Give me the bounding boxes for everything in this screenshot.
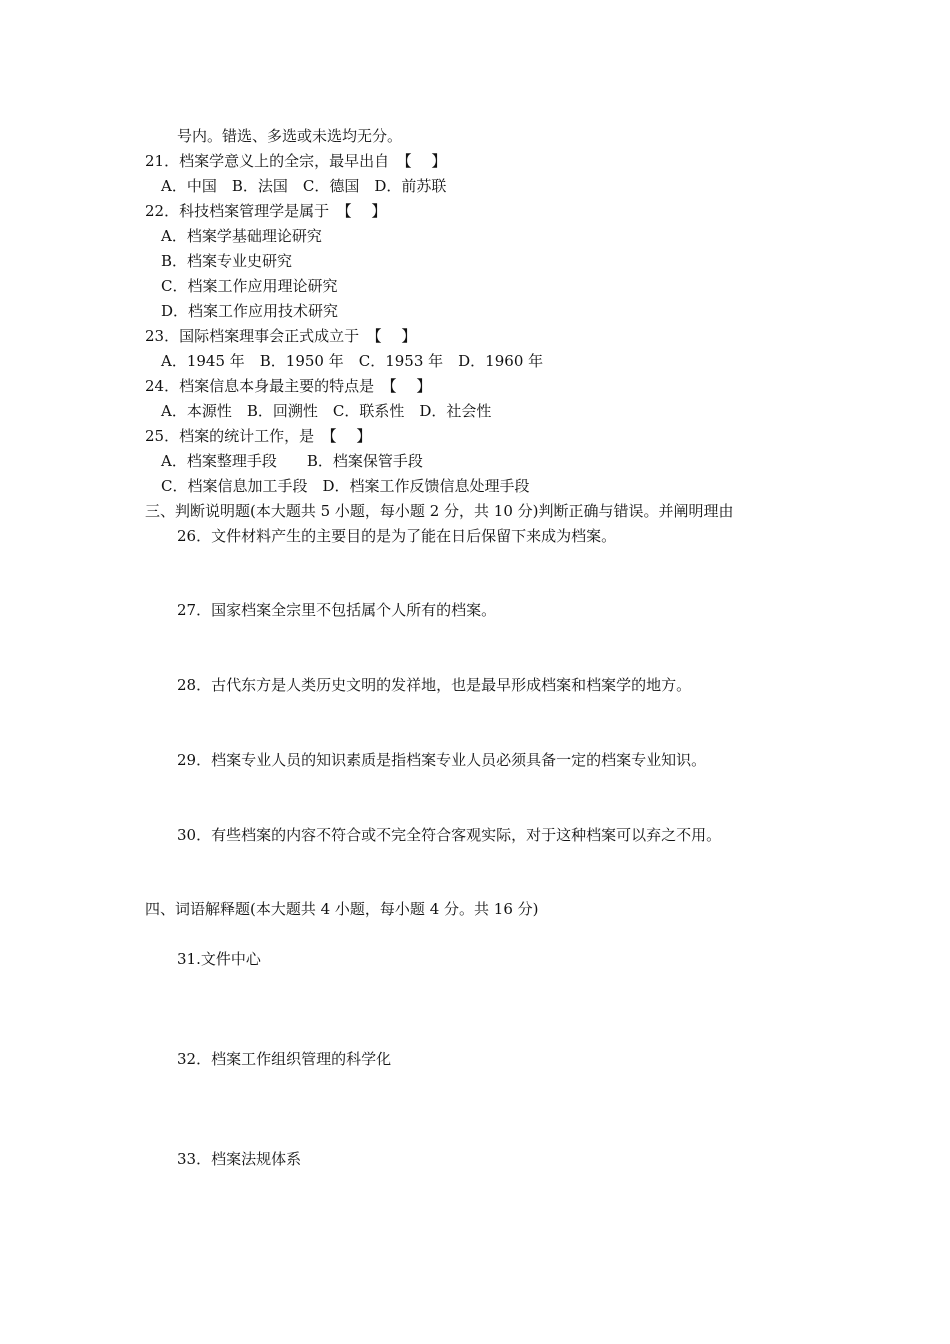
question-25-options-ab: A．档案整理手段 B．档案保管手段: [161, 452, 423, 470]
section-4-heading: 四、词语解释题(本大题共 4 小题，每小题 4 分。共 16 分): [145, 900, 539, 918]
question-32: 32．档案工作组织管理的科学化: [177, 1050, 392, 1068]
instruction-continuation: 号内。错选、多选或未选均无分。: [177, 127, 403, 145]
question-25: 25．档案的统计工作，是 【 】: [145, 427, 372, 445]
question-27: 27．国家档案全宗里不包括属个人所有的档案。: [177, 601, 497, 619]
question-24-options: A．本源性 B．回溯性 C．联系性 D．社会性: [161, 402, 492, 420]
question-31: 31.文件中心: [177, 950, 261, 968]
question-30: 30．有些档案的内容不符合或不完全符合客观实际，对于这种档案可以弃之不用。: [177, 826, 722, 844]
question-33: 33．档案法规体系: [177, 1150, 302, 1168]
question-22-option-a: A．档案学基础理论研究: [161, 227, 322, 245]
question-29: 29．档案专业人员的知识素质是指档案专业人员必须具备一定的档案专业知识。: [177, 751, 707, 769]
question-25-options-cd: C．档案信息加工手段 D．档案工作反馈信息处理手段: [161, 477, 530, 495]
question-28: 28．古代东方是人类历史文明的发祥地，也是最早形成档案和档案学的地方。: [177, 676, 692, 694]
question-23: 23．国际档案理事会正式成立于 【 】: [145, 327, 417, 345]
question-22-option-c: C．档案工作应用理论研究: [161, 277, 338, 295]
question-22-option-b: B．档案专业史研究: [161, 252, 293, 270]
question-22-option-d: D．档案工作应用技术研究: [161, 302, 339, 320]
question-26: 26．文件材料产生的主要目的是为了能在日后保留下来成为档案。: [177, 527, 617, 545]
question-22: 22．科技档案管理学是属于 【 】: [145, 202, 387, 220]
question-21-options: A．中国 B．法国 C．德国 D．前苏联: [161, 177, 447, 195]
question-21: 21．档案学意义上的全宗，最早出自 【 】: [145, 152, 447, 170]
section-3-heading: 三、判断说明题(本大题共 5 小题，每小题 2 分，共 10 分)判断正确与错误。并阐明理由: [145, 502, 734, 520]
question-23-options: A．1945 年 B．1950 年 C．1953 年 D．1960 年: [161, 352, 544, 370]
question-24: 24．档案信息本身最主要的特点是 【 】: [145, 377, 432, 395]
